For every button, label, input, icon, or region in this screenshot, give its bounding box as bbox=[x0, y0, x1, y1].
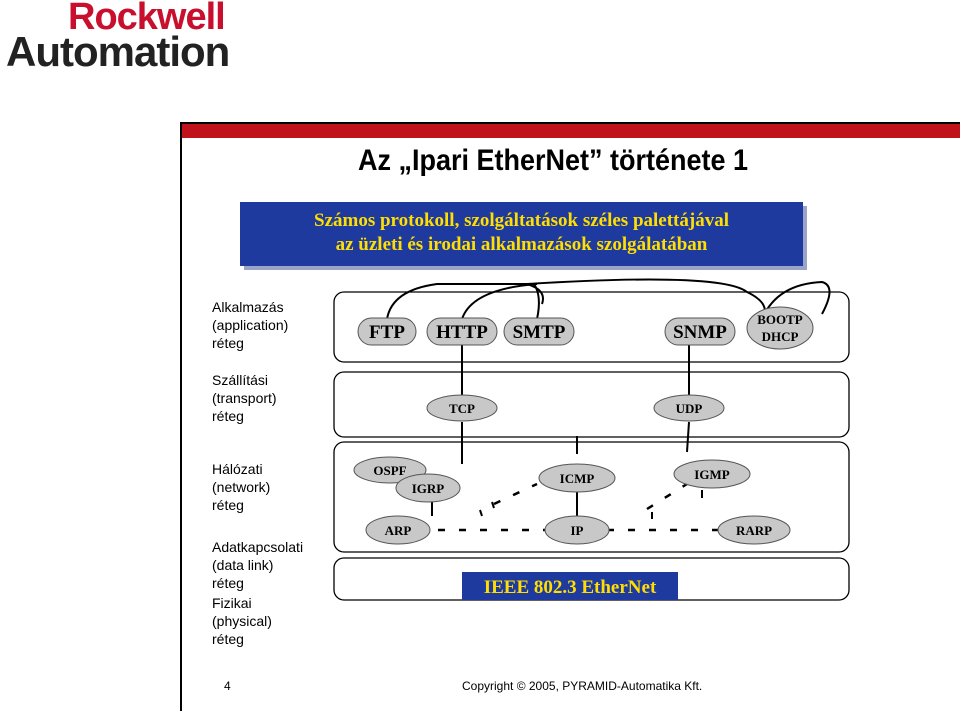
igrp-label: IGRP bbox=[411, 481, 445, 496]
node-ip bbox=[545, 516, 609, 544]
ftp-label: FTP bbox=[369, 322, 405, 343]
layer-label-transport: Szállítási (transport) réteg bbox=[212, 372, 277, 424]
node-igrp bbox=[396, 474, 460, 502]
icmp-label: ICMP bbox=[559, 471, 595, 486]
layer-label-application: Alkalmazás (application) réteg bbox=[212, 299, 289, 351]
slide bbox=[180, 122, 960, 711]
page-number: 4 bbox=[224, 679, 231, 693]
node-ftp bbox=[358, 318, 416, 345]
snmp-label: SNMP bbox=[673, 322, 727, 343]
ip-label: IP bbox=[570, 523, 584, 538]
banner-line-1: Számos protokoll, szolgáltatások széles palettájával bbox=[314, 210, 729, 231]
node-arp bbox=[366, 516, 430, 544]
node-udp bbox=[654, 395, 724, 421]
node-igmp bbox=[674, 460, 750, 488]
node-snmp bbox=[665, 318, 735, 345]
node-http bbox=[427, 318, 497, 345]
tcp-label: TCP bbox=[449, 401, 475, 416]
bootp-label: BOOTP bbox=[757, 312, 803, 327]
arp-label: ARP bbox=[384, 523, 412, 538]
node-rarp bbox=[718, 516, 790, 544]
transport-layer-box bbox=[334, 372, 849, 437]
ospf-label: OSPF bbox=[373, 463, 407, 478]
node-bootp-dhcp bbox=[747, 307, 813, 349]
smtp-label: SMTP bbox=[512, 322, 566, 343]
banner-line-2: az üzleti és irodai alkalmazások szolgálatában bbox=[335, 234, 708, 255]
rarp-label: RARP bbox=[735, 523, 773, 538]
node-icmp bbox=[539, 464, 615, 492]
node-smtp bbox=[504, 318, 574, 345]
logo-line-2: Automation bbox=[6, 28, 230, 75]
layer-label-datalink: Adatkapcsolati (data link) réteg bbox=[212, 539, 304, 591]
igmp-label: IGMP bbox=[694, 467, 730, 482]
udp-label: UDP bbox=[675, 401, 703, 416]
ethernet-label: IEEE 802.3 EtherNet bbox=[483, 577, 657, 598]
layer-label-network: Hálózati (network) réteg bbox=[212, 461, 271, 513]
layer-label-physical: Fizikai (physical) réteg bbox=[212, 595, 272, 647]
slide-title: Az „Ipari EtherNet” története 1 bbox=[358, 144, 749, 177]
node-tcp bbox=[427, 395, 497, 421]
node-ethernet bbox=[462, 572, 678, 600]
copyright: Copyright © 2005, PYRAMID-Automatika Kft. bbox=[462, 679, 703, 693]
logo-line-1: Rockwell bbox=[68, 0, 225, 38]
http-label: HTTP bbox=[436, 322, 488, 343]
protocol-stack-diagram bbox=[182, 124, 960, 711]
dhcp-label: DHCP bbox=[761, 329, 799, 344]
